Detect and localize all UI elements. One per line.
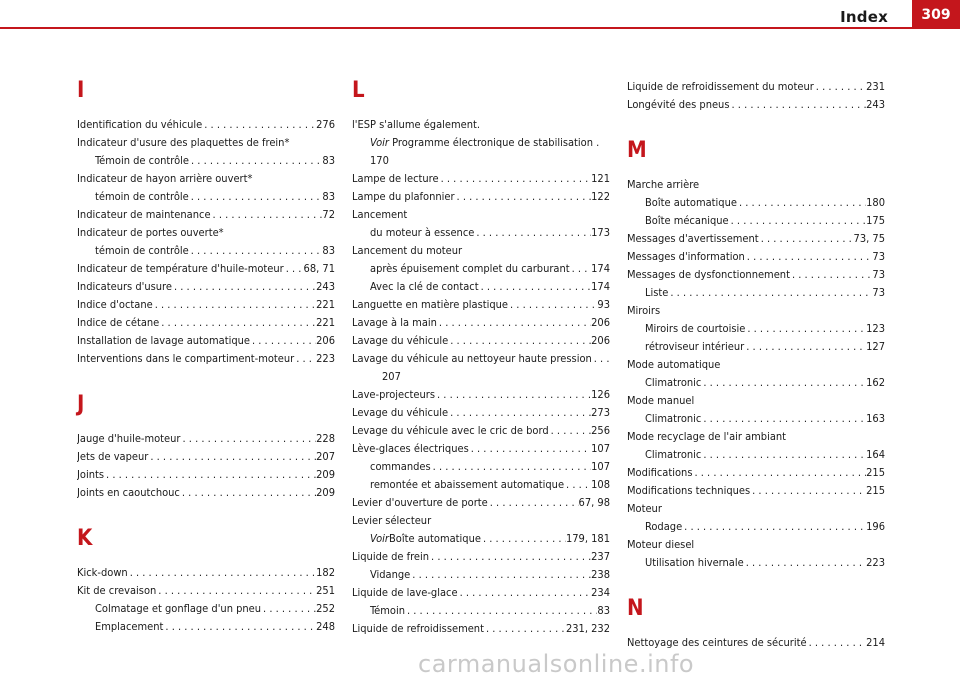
entry-page: 123 bbox=[866, 322, 885, 335]
leader-dots bbox=[701, 446, 866, 464]
entry-text: Emplacement bbox=[95, 620, 164, 633]
leader-dots bbox=[469, 440, 591, 458]
index-entry bbox=[77, 296, 335, 314]
section-letter: L bbox=[352, 78, 365, 103]
leader-dots bbox=[549, 422, 591, 440]
entry-text: Climatronic bbox=[645, 412, 702, 425]
index-entry bbox=[352, 458, 610, 476]
index-entry bbox=[352, 566, 610, 584]
index-heading: Indicateur d'usure des plaquettes de frein* bbox=[77, 136, 290, 149]
leader-dots bbox=[745, 248, 873, 266]
leader-dots bbox=[701, 374, 866, 392]
entry-page: 243 bbox=[316, 280, 335, 293]
index-section bbox=[77, 392, 335, 502]
leader-dots bbox=[181, 430, 317, 448]
entry-page: 179, 181 bbox=[565, 532, 610, 545]
leader-dots bbox=[458, 584, 592, 602]
index-entry bbox=[627, 266, 885, 284]
entry-text: Miroirs de courtoisie bbox=[645, 322, 746, 335]
entry-page: 180 bbox=[866, 196, 885, 209]
entry-page: 73 bbox=[872, 250, 885, 263]
entry-page: 164 bbox=[866, 448, 885, 461]
leader-dots bbox=[745, 320, 866, 338]
entry-text: Joints en caoutchouc bbox=[77, 486, 180, 499]
entry-text: rétroviseur intérieur bbox=[645, 340, 745, 353]
section-letter: N bbox=[627, 596, 644, 621]
entry-text: Messages de dysfonctionnement bbox=[627, 268, 790, 281]
index-entry bbox=[352, 476, 610, 494]
entry-text: Liste bbox=[645, 286, 669, 299]
index-entry bbox=[77, 618, 335, 636]
entry-text: Colmatage et gonflage d'un pneu bbox=[95, 602, 262, 615]
index-heading: l'ESP s'allume également. bbox=[352, 118, 481, 131]
entry-text: Jets de vapeur bbox=[77, 450, 149, 463]
entry-text: Kick-down bbox=[77, 566, 128, 579]
watermark-text: carmanualsonline.info bbox=[418, 650, 695, 678]
entry-page: 127 bbox=[866, 340, 885, 353]
index-entry bbox=[352, 602, 610, 620]
index-entry bbox=[352, 584, 610, 602]
index-entry bbox=[627, 338, 885, 356]
index-entry bbox=[627, 482, 885, 500]
entry-page: 162 bbox=[866, 376, 885, 389]
index-entry bbox=[77, 564, 335, 582]
index-see-also bbox=[352, 134, 610, 170]
entry-text: Liquide de refroidissement bbox=[352, 622, 484, 635]
leader-dots bbox=[474, 224, 591, 242]
index-entry bbox=[352, 170, 610, 188]
entry-text: remontée et abaissement automatique bbox=[370, 478, 565, 491]
leader-dots bbox=[437, 314, 591, 332]
entry-page: 68, 71 bbox=[303, 262, 335, 275]
index-section bbox=[352, 78, 610, 638]
entry-text: Utilisation hivernale bbox=[645, 556, 744, 569]
leader-dots bbox=[729, 212, 866, 230]
see-also-label: Voir bbox=[370, 136, 389, 149]
entry-page: 174 bbox=[591, 262, 610, 275]
entry-page: 182 bbox=[316, 566, 335, 579]
entry-page: 207 bbox=[316, 450, 335, 463]
index-entry bbox=[77, 278, 335, 296]
leader-dots bbox=[692, 464, 866, 482]
index-heading: Lancement bbox=[352, 208, 408, 221]
index-entry bbox=[627, 194, 885, 212]
leader-dots bbox=[429, 548, 591, 566]
entry-text: Liquide de refroidissement du moteur bbox=[627, 80, 814, 93]
entry-text: du moteur à essence bbox=[370, 226, 475, 239]
index-entry bbox=[627, 446, 885, 464]
leader-dots bbox=[104, 466, 316, 484]
entry-page: 126 bbox=[591, 388, 610, 401]
index-heading: Indicateur de hayon arrière ouvert* bbox=[77, 172, 253, 185]
leader-dots bbox=[153, 296, 316, 314]
entry-page: 206 bbox=[316, 334, 335, 347]
see-also-target: Programme électronique de stabilisation . bbox=[389, 136, 600, 149]
entry-text: Longévité des pneus bbox=[627, 98, 730, 111]
index-entry bbox=[352, 386, 610, 404]
entry-text: Rodage bbox=[645, 520, 683, 533]
entry-text: Témoin bbox=[370, 604, 405, 617]
leader-dots bbox=[744, 338, 866, 356]
index-heading: Miroirs bbox=[627, 304, 661, 317]
leader-dots bbox=[284, 260, 304, 278]
entry-page: 252 bbox=[316, 602, 335, 615]
section-letter: I bbox=[77, 78, 85, 103]
index-entry bbox=[627, 374, 885, 392]
index-section bbox=[627, 138, 885, 572]
leader-dots bbox=[592, 350, 610, 368]
entry-text: Modifications techniques bbox=[627, 484, 751, 497]
index-entry bbox=[77, 600, 335, 618]
entry-text: Joints bbox=[77, 468, 105, 481]
entry-page: 83 bbox=[322, 244, 335, 257]
leader-dots bbox=[180, 484, 316, 502]
entry-page: 196 bbox=[866, 520, 885, 533]
index-heading: Indicateur de portes ouverte* bbox=[77, 226, 224, 239]
index-entry bbox=[77, 116, 335, 134]
index-entry bbox=[352, 260, 610, 278]
entry-text: Vidange bbox=[370, 568, 411, 581]
leader-dots bbox=[250, 332, 316, 350]
index-entry bbox=[352, 188, 610, 206]
leader-dots bbox=[814, 78, 866, 96]
leader-dots bbox=[172, 278, 316, 296]
leader-dots bbox=[261, 600, 316, 618]
leader-dots bbox=[488, 494, 579, 512]
index-heading: Levier sélecteur bbox=[352, 514, 432, 527]
entry-page: 209 bbox=[316, 486, 335, 499]
entry-text: Modifications bbox=[627, 466, 693, 479]
entry-page: 243 bbox=[866, 98, 885, 111]
leader-dots bbox=[564, 476, 591, 494]
leader-dots bbox=[448, 332, 591, 350]
entry-text: Liquide de lave-glace bbox=[352, 586, 458, 599]
leader-dots bbox=[448, 404, 591, 422]
leader-dots bbox=[189, 188, 323, 206]
index-entry bbox=[77, 430, 335, 448]
entry-text: Lampe du plafonnier bbox=[352, 190, 455, 203]
index-entry bbox=[77, 206, 335, 224]
index-section bbox=[77, 78, 335, 368]
entry-text: après épuisement complet du carburant bbox=[370, 262, 570, 275]
index-entry bbox=[352, 620, 610, 638]
index-heading: Marche arrière bbox=[627, 178, 700, 191]
entry-page: 237 bbox=[591, 550, 610, 563]
index-entry bbox=[77, 152, 335, 170]
leader-dots bbox=[730, 96, 867, 114]
entry-page: 231 bbox=[866, 80, 885, 93]
entry-page: 221 bbox=[316, 298, 335, 311]
entry-text: Nettoyage des ceintures de sécurité bbox=[627, 636, 807, 649]
index-heading: Moteur diesel bbox=[627, 538, 695, 551]
entry-page: 72 bbox=[322, 208, 335, 221]
entry-page: 67, 98 bbox=[578, 496, 610, 509]
entry-text: Liquide de frein bbox=[352, 550, 430, 563]
entry-text: Avec la clé de contact bbox=[370, 280, 479, 293]
leader-dots bbox=[202, 116, 316, 134]
entry-text: Climatronic bbox=[645, 448, 702, 461]
entry-page: 108 bbox=[591, 478, 610, 491]
index-section bbox=[627, 78, 885, 114]
entry-text: Indice d'octane bbox=[77, 298, 153, 311]
entry-text: Climatronic bbox=[645, 376, 702, 389]
entry-page: 175 bbox=[866, 214, 885, 227]
entry-page: 228 bbox=[316, 432, 335, 445]
index-section bbox=[627, 596, 885, 652]
leader-dots bbox=[737, 194, 866, 212]
entry-text: Lave-projecteurs bbox=[352, 388, 435, 401]
entry-page: 206 bbox=[591, 334, 610, 347]
leader-dots bbox=[759, 230, 854, 248]
index-column-2 bbox=[352, 78, 610, 662]
index-entry bbox=[627, 554, 885, 572]
see-also-page: 170 bbox=[370, 154, 389, 167]
entry-text: Kit de crevaison bbox=[77, 584, 157, 597]
index-entry bbox=[627, 518, 885, 536]
entry-page: 207 bbox=[382, 370, 401, 383]
leader-dots bbox=[431, 458, 591, 476]
entry-page: 73, 75 bbox=[853, 232, 885, 245]
entry-page: 248 bbox=[316, 620, 335, 633]
index-entry bbox=[77, 466, 335, 484]
leader-dots bbox=[163, 618, 316, 636]
index-column-1 bbox=[77, 78, 335, 660]
index-entry bbox=[77, 242, 335, 260]
leader-dots bbox=[479, 278, 592, 296]
leader-dots bbox=[701, 410, 866, 428]
see-also-label: Voir bbox=[370, 532, 389, 545]
entry-text: Lavage du véhicule au nettoyeur haute pression bbox=[352, 352, 592, 365]
leader-dots bbox=[405, 602, 597, 620]
entry-text: Indicateur de maintenance bbox=[77, 208, 211, 221]
leader-dots bbox=[148, 448, 316, 466]
index-entry bbox=[627, 464, 885, 482]
entry-page: 214 bbox=[866, 636, 885, 649]
index-entry bbox=[352, 422, 610, 440]
index-entry bbox=[627, 96, 885, 114]
entry-page: 83 bbox=[597, 604, 610, 617]
leader-dots bbox=[189, 242, 323, 260]
entry-page: 73 bbox=[872, 286, 885, 299]
leader-dots bbox=[481, 530, 566, 548]
index-entry bbox=[77, 350, 335, 368]
index-entry bbox=[77, 260, 335, 278]
index-entry bbox=[77, 448, 335, 466]
section-letter: M bbox=[627, 138, 647, 163]
index-entry bbox=[627, 212, 885, 230]
index-entry bbox=[352, 224, 610, 242]
entry-page: 223 bbox=[866, 556, 885, 569]
entry-text: Languette en matière plastique bbox=[352, 298, 509, 311]
leader-dots bbox=[790, 266, 872, 284]
leader-dots bbox=[807, 634, 867, 652]
index-entry bbox=[352, 530, 610, 548]
index-section bbox=[77, 526, 335, 636]
entry-page: 215 bbox=[866, 484, 885, 497]
leader-dots bbox=[455, 188, 592, 206]
page-number-badge: 309 bbox=[912, 0, 960, 29]
entry-text: témoin de contrôle bbox=[95, 244, 189, 257]
entry-text: Témoin de contrôle bbox=[95, 154, 190, 167]
entry-text: Boîte automatique bbox=[645, 196, 737, 209]
entry-text: Lampe de lecture bbox=[352, 172, 439, 185]
leader-dots bbox=[744, 554, 866, 572]
entry-text: Messages d'information bbox=[627, 250, 745, 263]
entry-text: Indicateurs d'usure bbox=[77, 280, 172, 293]
leader-dots bbox=[668, 284, 872, 302]
index-heading: Mode manuel bbox=[627, 394, 695, 407]
entry-page: 83 bbox=[322, 190, 335, 203]
index-entry bbox=[627, 78, 885, 96]
entry-text: Messages d'avertissement bbox=[627, 232, 759, 245]
index-heading: Moteur bbox=[627, 502, 662, 515]
entry-text: Lavage du véhicule bbox=[352, 334, 449, 347]
leader-dots bbox=[570, 260, 591, 278]
entry-text: Levage du véhicule avec le cric de bord bbox=[352, 424, 549, 437]
section-letter: K bbox=[77, 526, 93, 551]
entry-text: Boîte mécanique bbox=[645, 214, 729, 227]
entry-page: 256 bbox=[591, 424, 610, 437]
leader-dots bbox=[410, 566, 591, 584]
index-entry bbox=[627, 410, 885, 428]
leader-dots bbox=[211, 206, 323, 224]
index-entry bbox=[627, 320, 885, 338]
entry-page: 83 bbox=[322, 154, 335, 167]
leader-dots bbox=[294, 350, 316, 368]
entry-text: Installation de lavage automatique bbox=[77, 334, 250, 347]
index-entry bbox=[352, 548, 610, 566]
entry-text: Indice de cétane bbox=[77, 316, 160, 329]
index-entry bbox=[77, 332, 335, 350]
entry-page: 251 bbox=[316, 584, 335, 597]
leader-dots bbox=[682, 518, 866, 536]
leader-dots bbox=[159, 314, 316, 332]
entry-text: Lavage à la main bbox=[352, 316, 437, 329]
index-entry bbox=[352, 296, 610, 314]
entry-page: 163 bbox=[866, 412, 885, 425]
entry-text: commandes bbox=[370, 460, 431, 473]
entry-text: Interventions dans le compartiment-moteur bbox=[77, 352, 295, 365]
index-entry bbox=[77, 314, 335, 332]
index-entry bbox=[77, 484, 335, 502]
entry-page: 215 bbox=[866, 466, 885, 479]
entry-page: 73 bbox=[872, 268, 885, 281]
index-entry bbox=[352, 494, 610, 512]
entry-page: 107 bbox=[591, 442, 610, 455]
entry-page: 206 bbox=[591, 316, 610, 329]
entry-page: 93 bbox=[597, 298, 610, 311]
section-letter: J bbox=[77, 392, 85, 417]
leader-dots bbox=[189, 152, 322, 170]
index-entry bbox=[627, 230, 885, 248]
entry-text: Jauge d'huile-moteur bbox=[77, 432, 181, 445]
header-rule bbox=[0, 27, 912, 29]
entry-text: Levier d'ouverture de porte bbox=[352, 496, 488, 509]
entry-page: 276 bbox=[316, 118, 335, 131]
entry-page: 174 bbox=[591, 280, 610, 293]
entry-page: 234 bbox=[591, 586, 610, 599]
entry-page: 121 bbox=[591, 172, 610, 185]
index-entry bbox=[352, 278, 610, 296]
leader-dots bbox=[484, 620, 566, 638]
index-entry bbox=[352, 350, 610, 368]
index-entry bbox=[352, 314, 610, 332]
entry-text: Boîte automatique bbox=[389, 532, 481, 545]
entry-page: 221 bbox=[316, 316, 335, 329]
index-entry bbox=[352, 332, 610, 350]
entry-page: 238 bbox=[591, 568, 610, 581]
entry-text: Indicateur de température d'huile-moteur bbox=[77, 262, 284, 275]
index-heading: Mode automatique bbox=[627, 358, 721, 371]
leader-dots bbox=[750, 482, 866, 500]
leader-dots bbox=[439, 170, 592, 188]
entry-page: 122 bbox=[591, 190, 610, 203]
index-heading: Mode recyclage de l'air ambiant bbox=[627, 430, 787, 443]
index-entry bbox=[77, 582, 335, 600]
index-entry bbox=[77, 188, 335, 206]
page-title: Index bbox=[840, 8, 888, 26]
entry-text: témoin de contrôle bbox=[95, 190, 189, 203]
entry-page: 231, 232 bbox=[565, 622, 610, 635]
leader-dots bbox=[128, 564, 316, 582]
entry-text: Levage du véhicule bbox=[352, 406, 449, 419]
leader-dots bbox=[435, 386, 591, 404]
index-entry bbox=[352, 440, 610, 458]
entry-page: 273 bbox=[591, 406, 610, 419]
leader-dots bbox=[508, 296, 597, 314]
index-entry bbox=[352, 404, 610, 422]
leader-dots bbox=[156, 582, 316, 600]
entry-page: 209 bbox=[316, 468, 335, 481]
entry-page: 173 bbox=[591, 226, 610, 239]
entry-text: Identification du véhicule bbox=[77, 118, 203, 131]
index-entry bbox=[627, 248, 885, 266]
entry-text: Lève-glaces électriques bbox=[352, 442, 469, 455]
index-column-3 bbox=[627, 78, 885, 676]
entry-page: 107 bbox=[591, 460, 610, 473]
index-entry bbox=[627, 284, 885, 302]
entry-page: 223 bbox=[316, 352, 335, 365]
index-heading: Lancement du moteur bbox=[352, 244, 463, 257]
